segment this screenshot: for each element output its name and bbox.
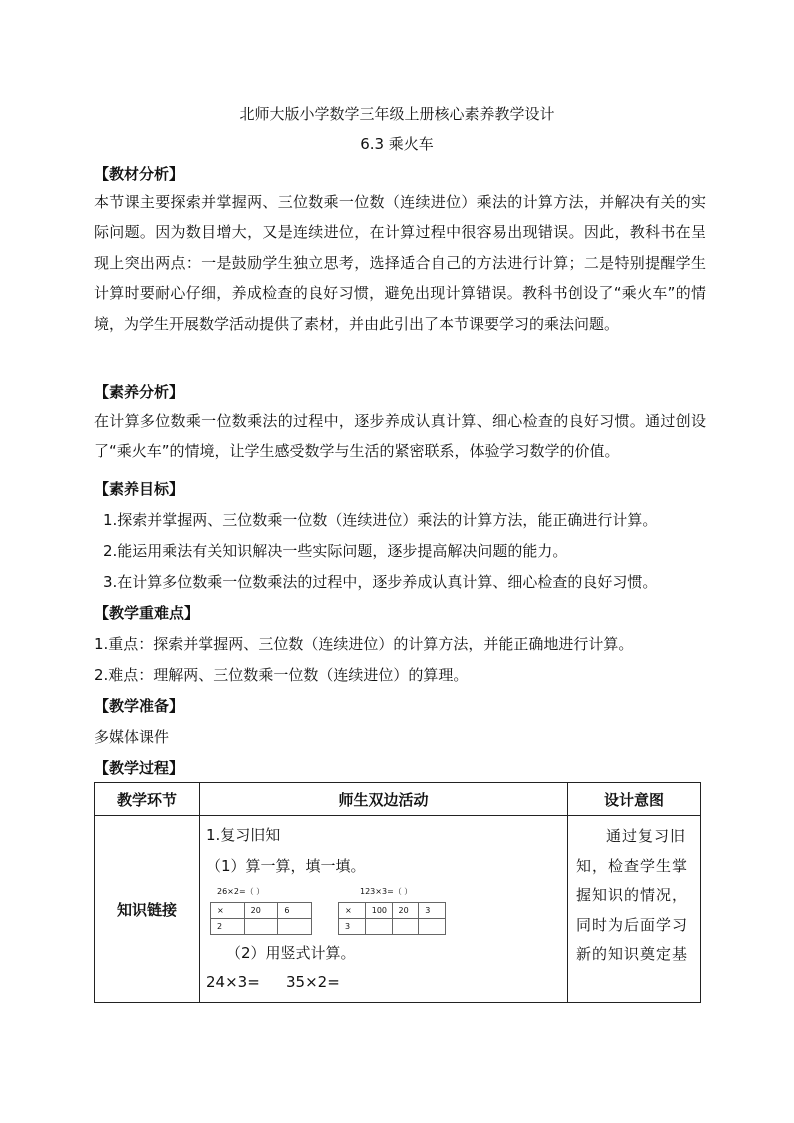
activity-step-1-sub: （1）算一算，填一填。 (206, 857, 366, 875)
literacy-analysis-heading: 【素养分析】 (94, 383, 185, 401)
mini-table-b (338, 902, 446, 935)
mini-a-cell: 6 (278, 903, 312, 919)
literacy-analysis-text (94, 406, 706, 467)
exercise-b: 35×2= (286, 973, 340, 991)
mini-a-cell (244, 919, 278, 935)
goal-item-1: 1.探索并掌握两、三位数乘一位数（连续进位）乘法的计算方法，能正确进行计算。 (103, 511, 658, 529)
activity-step-2-sub: （2）用竖式计算。 (226, 944, 356, 962)
mini-table-a-label: 26×2=（ ） (217, 887, 265, 896)
literacy-analysis-paragraph: 在计算多位数乘一位数乘法的过程中，逐步养成认真计算、细心检查的良好习惯。通过创设了“乘火车”的情境，让学生感受数学与生活的紧密联系，体验学习数学的价值。 (94, 412, 706, 461)
preparation-heading: 【教学准备】 (94, 697, 185, 715)
mini-b-cell: 3 (419, 903, 446, 919)
mini-a-cell: 2 (211, 919, 245, 935)
mini-a-cell: 20 (244, 903, 278, 919)
table-header-row (95, 783, 701, 816)
activity-step-1: 1.复习旧知 (206, 826, 281, 844)
literacy-goals-heading: 【素养目标】 (94, 480, 185, 498)
document-title: 北师大版小学数学三年级上册核心素养教学设计 (239, 105, 555, 123)
activity-cell (200, 816, 568, 1003)
lesson-subtitle: 6.3 乘火车 (360, 135, 434, 153)
preparation-text: 多媒体课件 (94, 728, 170, 746)
goal-item-3: 3.在计算多位数乘一位数乘法的过程中，逐步养成认真计算、细心检查的良好习惯。 (103, 573, 658, 591)
teaching-process-table (94, 782, 701, 1003)
mini-b-cell: 100 (365, 903, 392, 919)
process-heading: 【教学过程】 (94, 759, 185, 777)
table-row (95, 816, 701, 1003)
exercise-a: 24×3= (206, 973, 260, 991)
textbook-analysis-heading: 【教材分析】 (94, 165, 185, 183)
goal-item-2: 2.能运用乘法有关知识解决一些实际问题，逐步提高解决问题的能力。 (103, 542, 568, 560)
mini-table-b-label: 123×3=（ ） (360, 887, 413, 896)
mini-b-cell (419, 919, 446, 935)
mini-a-cell (278, 919, 312, 935)
header-stage: 教学环节 (95, 783, 200, 816)
intent-text: 通过复习旧知，检查学生掌握知识的情况，同时为后面学习新的知识奠定基 (576, 827, 689, 963)
textbook-analysis-paragraph: 本节课主要探索并掌握两、三位数乘一位数（连续进位）乘法的计算方法，并解决有关的实际问题。因为数目增大，又是连续进位，在计算过程中很容易出现错误。因此，教科书在呈现上突出两点：一是鼓励学生独立思考，选择适合自己的方法进行计算；二是特别提醒学生计算时要耐心仔细，养成检查的良好习惯，避免出现计算错误。教科书创设了“乘火车”的情境，为学生开展数学活动提供了素材，并由此引出了本节课要学习的乘法问题。 (94, 193, 706, 333)
mini-a-cell: × (211, 903, 245, 919)
header-intent: 设计意图 (568, 783, 701, 816)
key-point-item-2: 2.难点：理解两、三位数乘一位数（连续进位）的算理。 (94, 666, 469, 684)
header-activity: 师生双边活动 (200, 783, 568, 816)
stage-cell: 知识链接 (95, 816, 200, 1003)
textbook-analysis-text (94, 187, 706, 339)
key-point-item-1: 1.重点：探索并掌握两、三位数（连续进位）的计算方法，并能正确地进行计算。 (94, 635, 634, 653)
intent-cell (568, 816, 701, 1003)
key-points-heading: 【教学重难点】 (94, 604, 200, 622)
mini-b-cell (392, 919, 419, 935)
mini-b-cell: 20 (392, 903, 419, 919)
mini-table-a (210, 902, 312, 935)
mini-b-cell: × (339, 903, 366, 919)
mini-b-cell (365, 919, 392, 935)
mini-b-cell: 3 (339, 919, 366, 935)
